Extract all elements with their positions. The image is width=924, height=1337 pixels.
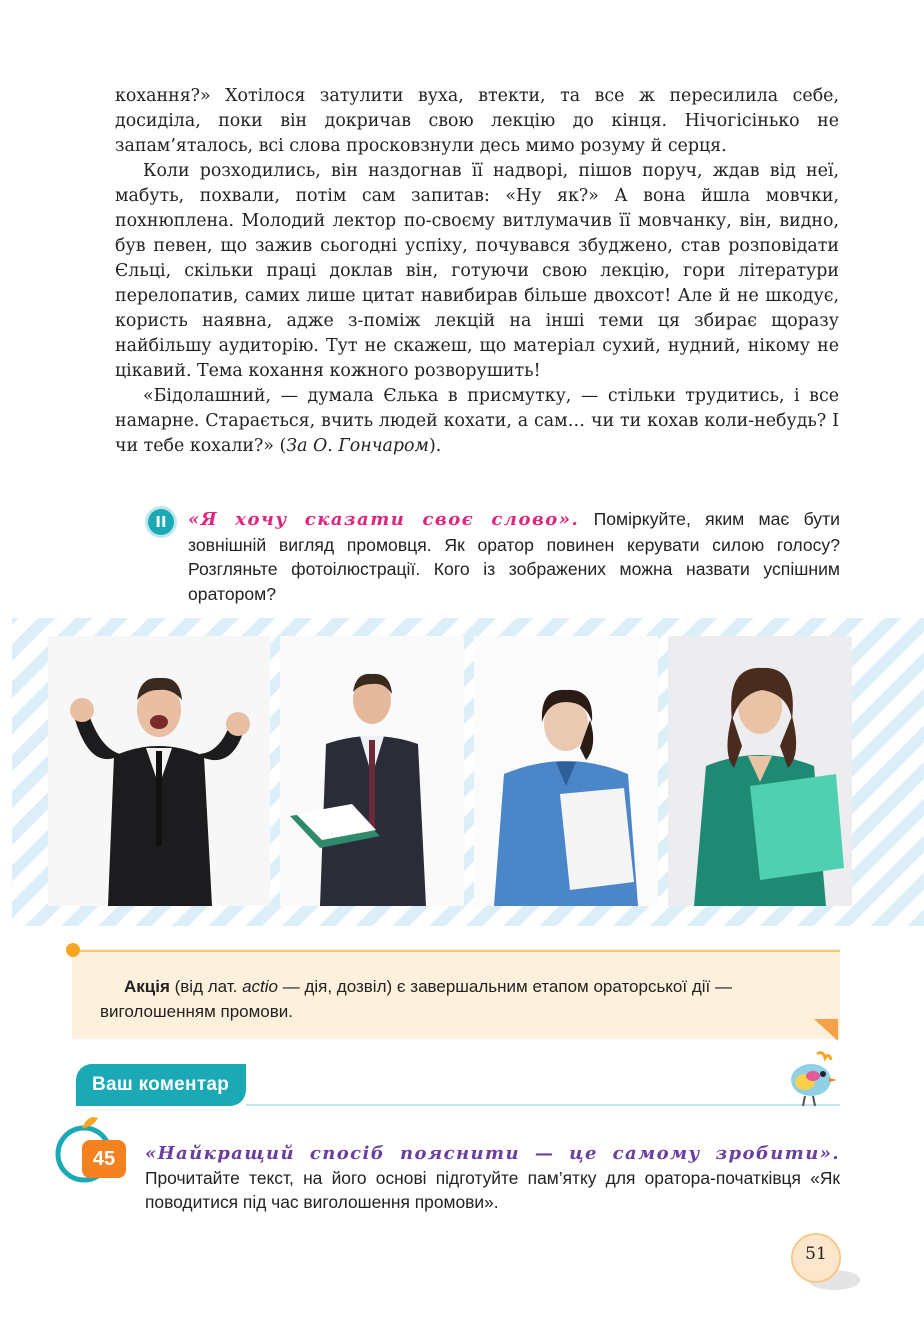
definition-latin: actio bbox=[242, 977, 278, 996]
story-paragraph-3-text: «Бідолашний, — думала Єлька в присмутку, — стільки трудитись, і все намарне. Старається, вчить людей кохати, а сам… чи ти кохав коли-небудь? І чи тебе кохали?» ( bbox=[115, 386, 839, 456]
comment-section-title: Ваш коментар bbox=[76, 1064, 246, 1106]
bird-icon bbox=[783, 1050, 839, 1108]
photo-woman-blue-jacket bbox=[474, 636, 658, 906]
page-number: 51 bbox=[805, 1244, 827, 1264]
note-divider bbox=[80, 950, 840, 952]
definition-rest: — дія, дозвіл) є завершальним етапом ораторської дії — виголошенням промови. bbox=[100, 977, 732, 1021]
photo-man-with-folder bbox=[280, 636, 464, 906]
story-paragraph-1: кохання?» Хотілося затулити вуха, втекти, та все ж пересилила себе, досиділа, поки він докричав свою лекцію до кінця. Нічогісінько не запам’яталось, всі слова просковзнули десь мимо розуму й серця. bbox=[115, 86, 839, 156]
note-dot-icon bbox=[66, 943, 80, 957]
photo-band bbox=[12, 618, 924, 926]
photo-woman-green-folder bbox=[668, 636, 852, 906]
task-45-instructions: Прочитайте текст, на його основі підготуйте пам’ятку для оратора-початківця «Як поводитися під час виголошення промови». bbox=[145, 1168, 840, 1212]
story-paragraph-3-end: ). bbox=[428, 436, 442, 456]
definition-text bbox=[100, 974, 820, 1024]
task-45-quote: «Найкращий спосіб пояснити — це самому зробити». bbox=[145, 1143, 840, 1164]
definition-term: Акція bbox=[124, 977, 170, 996]
page-number-badge bbox=[782, 1230, 862, 1298]
story-paragraph-2: Коли розходились, він наздогнав її надворі, пішов поруч, ждав від неї, мабуть, похвали, потім сам запитав: «Ну як?» А вона йшла мовчки, похнюплена. Молодий лектор по-своєму витлумачив її мовчанку, він, видно, був певен, що зажив сьогодні успіху, почувався збуджено, став розповідати Єльці, скільки праці доклав він, готуючи свою лекцію, гори літератури перелопатив, самих лише цитат навибирав більше двохсот! Але й не шкодує, користь наявна, адже з-поміж лекцій на інші теми ця збирає щоразу найбільшу аудиторію. Тут не скажеш, що матеріал сухий, нудний, нікому не цікавий. Тема кохання кожного розворушить! bbox=[115, 161, 839, 381]
task-45 bbox=[145, 1141, 840, 1214]
definition-note bbox=[72, 949, 840, 1039]
task-ii-badge: II bbox=[148, 509, 174, 535]
note-corner-icon bbox=[814, 1019, 838, 1041]
task-ii-instructions: Поміркуйте, яким має бути зовнішній вигляд промовця. Як оратор повинен керувати силою голосу? Розгляньте фотоілюстрації. Кого із зображених можна назвати успішним оратором? bbox=[188, 509, 840, 604]
comment-divider bbox=[246, 1104, 840, 1106]
task-ii-text bbox=[188, 507, 840, 606]
task-ii-quote: «Я хочу сказати своє слово». bbox=[188, 509, 580, 530]
story-paragraph-3 bbox=[115, 384, 839, 459]
definition-pre: (від лат. bbox=[169, 977, 243, 996]
story-text bbox=[115, 84, 839, 459]
task-45-number: 45 bbox=[82, 1140, 126, 1178]
task-ii bbox=[148, 507, 840, 606]
story-source: За О. Гончаром bbox=[286, 436, 429, 456]
photo-excited-man bbox=[48, 636, 270, 906]
